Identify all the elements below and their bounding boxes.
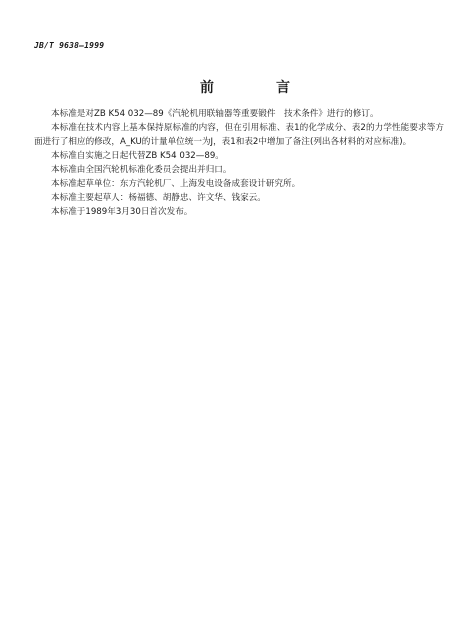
paragraph-drafting-units: 本标准起草单位：东方汽轮机厂、上海发电设备成套设计研究所。 — [51, 179, 301, 189]
paragraph-changes: 本标准在技术内容上基本保持原标准的内容，但在引用标准、表1的化学成分、表2的力学性能要求等方面进行了相应的修改，A_KU的计量单位统一为J，表1和表2中增加了备注(列出各材料的对应标准)。 — [34, 123, 444, 147]
paragraph-proposer: 本标准由全国汽轮机标准化委员会提出并归口。 — [51, 165, 232, 175]
paragraph-first-issue: 本标准于1989年3月30日首次发布。 — [51, 207, 193, 217]
standard-code: JB/T 9638—1999 — [34, 41, 105, 50]
foreword-body — [34, 107, 444, 219]
paragraph-replacement: 本标准自实施之日起代替ZB K54 032—89。 — [51, 151, 224, 161]
paragraph-revision-note: 本标准是对ZB K54 032—89《汽轮机用联轴器等重要锻件 技术条件》进行的修订。 — [51, 109, 379, 119]
section-title: 前 言 — [200, 80, 314, 96]
paragraph-drafters: 本标准主要起草人：杨福德、胡静忠、许文华、钱家云。 — [51, 193, 266, 203]
